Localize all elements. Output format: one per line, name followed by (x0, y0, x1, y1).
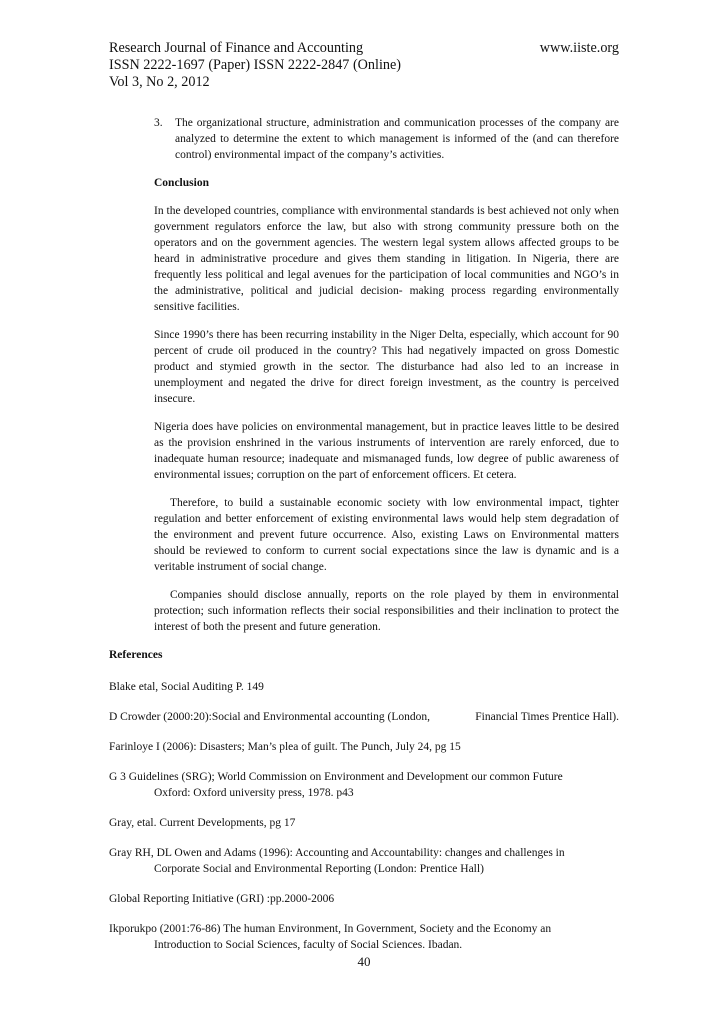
reference-item (109, 739, 619, 755)
reference-item (109, 815, 619, 831)
item-text: The organizational structure, administration and communication processes of the company are analyzed to determine the extent to which management is informed of the (and can therefore control) environmental impact of the company’s activities. (175, 117, 619, 161)
item-number: 3. (154, 117, 163, 129)
reference-item (109, 769, 619, 801)
conclusion-paragraph: Since 1990’s there has been recurring instability in the Niger Delta, especially, which account for 90 percent of crude oil produced in the country? This had negatively impacted on gross Domestic product and stymied growth in the sector. The disturbance had also led to an increase in unemployment and negated the drive for direct foreign investment, as the country is perceived insecure. (154, 329, 619, 405)
reference-text: D Crowder (2000:20):Social and Environmental accounting (London, (109, 711, 430, 723)
reference-text: Ikporukpo (2001:76-86) The human Environment, In Government, Society and the Economy an (109, 923, 552, 935)
reference-text: Financial Times Prentice Hall). (475, 711, 619, 723)
article-body (109, 115, 619, 967)
journal-title: Research Journal of Finance and Accounting (109, 40, 364, 56)
reference-text: Blake etal, Social Auditing P. 149 (109, 681, 264, 693)
reference-item (109, 921, 619, 953)
journal-issn: ISSN 2222-1697 (Paper) ISSN 2222-2847 (Online) (109, 57, 402, 73)
journal-volume: Vol 3, No 2, 2012 (109, 74, 210, 90)
reference-item (109, 709, 619, 725)
page-header (109, 40, 619, 91)
reference-item (109, 891, 619, 907)
conclusion-paragraph: Companies should disclose annually, reports on the role played by them in environmental protection; such information reflects their social responsibilities and their inclination to protect the interest of both the present and future generation. (154, 589, 619, 633)
reference-text: Gray RH, DL Owen and Adams (1996): Accounting and Accountability: changes and challenges in (109, 847, 565, 859)
reference-text-continued: Corporate Social and Environmental Reporting (London: Prentice Hall) (154, 863, 484, 875)
reference-text: G 3 Guidelines (SRG); World Commission on Environment and Development our common Future (109, 771, 563, 783)
references-list (109, 679, 619, 953)
conclusion-paragraph: In the developed countries, compliance with environmental standards is best achieved not only when government regulators enforce the law, but also with strong community pressure both on the operators and on the government agencies. The western legal system allows affected groups to be heard in administrative procedure and gives them standing in litigation. In Nigeria, there are frequently less political and legal avenues for the participation of local communities and NGO’s in the administrative, political and judicial decision- making process regarding environmentally sensitive facilities. (154, 205, 619, 313)
reference-text: Gray, etal. Current Developments, pg 17 (109, 817, 296, 829)
page-number: 40 (357, 954, 371, 969)
reference-text-continued: Oxford: Oxford university press, 1978. p43 (154, 787, 354, 799)
journal-website: www.iiste.org (539, 40, 619, 56)
numbered-item-3 (154, 115, 619, 163)
conclusion-heading: Conclusion (154, 177, 209, 189)
conclusion-paragraph: Therefore, to build a sustainable economic society with low environmental impact, tighter regulation and better enforcement of existing environmental laws would help stem degradation of the environment and prevent future occurrence. Also, existing Laws on Environmental matters should be reviewed to conform to current social expectations since the law is dynamic and is a veritable instrument of social change. (154, 497, 619, 573)
reference-text-continued: Introduction to Social Sciences, faculty of Social Sciences. Ibadan. (154, 939, 463, 951)
reference-item (109, 845, 619, 877)
reference-text: Global Reporting Initiative (GRI) :pp.2000-2006 (109, 893, 335, 905)
references-heading: References (109, 649, 163, 661)
reference-text: Farinloye I (2006): Disasters; Man’s plea of guilt. The Punch, July 24, pg 15 (109, 741, 461, 753)
conclusion-paragraph: Nigeria does have policies on environmental management, but in practice leaves little to be desired as the provision enshrined in the various instruments of intervention are rarely enforced, due to inadequate human resource; inadequate and mismanaged funds, low degree of public awareness of environmental issues; corruption on the part of enforcement officers. Et cetera. (154, 421, 619, 481)
reference-item (109, 679, 619, 695)
conclusion-section (154, 203, 619, 635)
